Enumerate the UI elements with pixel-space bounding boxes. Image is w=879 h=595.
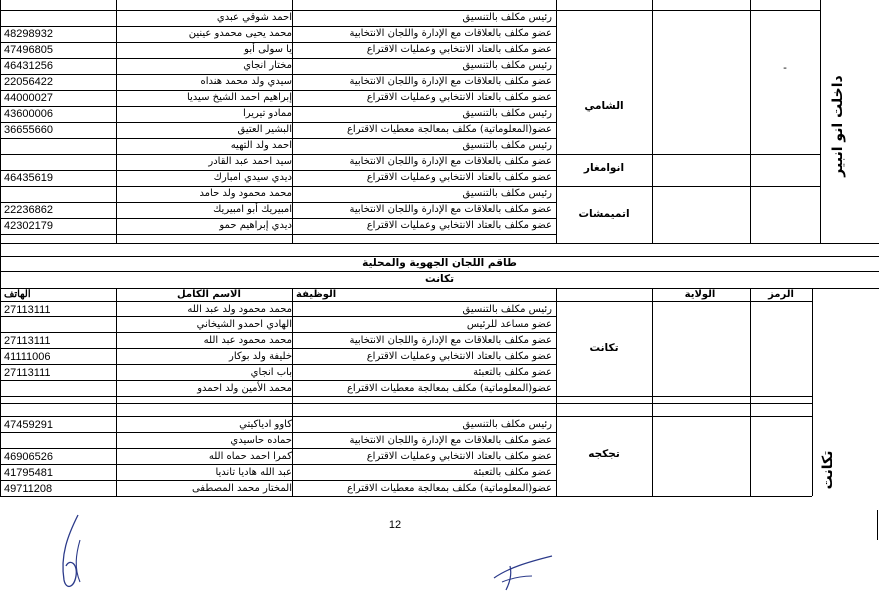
name-cell: ممادو تيريرا bbox=[242, 108, 292, 119]
role-cell: عضو مكلف بالعتاد الانتخابي وعمليات الاقتراع bbox=[366, 351, 552, 362]
phone-cell bbox=[0, 154, 117, 170]
commune-label: اتميمشات bbox=[578, 208, 630, 220]
name-cell: محمد محمود ولد عبد الله bbox=[187, 304, 292, 315]
phone-cell: 36655660 bbox=[4, 124, 53, 136]
banner-title: طاقم اللجان الجهوية والمحلية bbox=[362, 257, 517, 269]
name-cell: يا سولى أبو bbox=[244, 44, 292, 55]
banner-region: تكانت bbox=[424, 273, 455, 285]
name-cell: ديدي سيدي امبارك bbox=[213, 172, 292, 183]
role-cell: رئيس مكلف بالتنسيق bbox=[462, 60, 552, 71]
phone-cell bbox=[0, 381, 117, 397]
role-cell: عضو مكلف بالعتاد الانتخابي وعمليات الاقتراع bbox=[366, 451, 552, 462]
phone-cell: 22056422 bbox=[4, 76, 53, 88]
role-cell: عضو مكلف بالعتاد الانتخابي وعمليات الاقتراع bbox=[366, 92, 552, 103]
header-code: الرمز bbox=[768, 289, 794, 300]
name-cell: محمد محمود ولد حامد bbox=[199, 188, 292, 199]
name-cell: كمرا احمد حماه الله bbox=[208, 451, 292, 462]
phone-cell: 46431256 bbox=[4, 60, 53, 72]
name-cell: احمد ولد التهيه bbox=[230, 140, 292, 151]
phone-cell bbox=[0, 433, 117, 449]
header-wilaya: الولاية bbox=[684, 289, 716, 300]
role-cell: عضو مساعد للرئيس bbox=[466, 319, 552, 330]
name-cell: ديدي إبراهيم حمو bbox=[219, 220, 292, 231]
phone-cell: 49711208 bbox=[4, 483, 53, 495]
role-cell: عضو مكلف بالعلاقات مع الإدارة واللجان الانتخابية bbox=[349, 435, 552, 446]
role-cell: عضو مكلف بالعلاقات مع الإدارة واللجان الانتخابية bbox=[349, 204, 552, 215]
role-cell: عضو مكلف بالعلاقات مع الإدارة واللجان الانتخابية bbox=[349, 76, 552, 87]
commune-label: تكانت bbox=[589, 342, 619, 354]
role-cell: رئيس مكلف بالتنسيق bbox=[462, 108, 552, 119]
phone-cell: 47496805 bbox=[4, 44, 53, 56]
phone-cell: 47459291 bbox=[4, 419, 53, 431]
role-cell: رئيس مكلف بالتنسيق bbox=[462, 419, 552, 430]
phone-cell: 27113111 bbox=[4, 304, 51, 316]
name-cell: امبيريك أبو امبيريك bbox=[213, 204, 292, 215]
name-cell: مختار انجاي bbox=[243, 60, 292, 71]
name-cell: سيدي ولد محمد هنداه bbox=[200, 76, 292, 87]
name-cell: إبراهيم احمد الشيخ سيديا bbox=[186, 92, 292, 103]
role-cell: رئيس مكلف بالتنسيق bbox=[462, 12, 552, 23]
header-role: الوظيفة bbox=[296, 289, 337, 300]
name-cell: عبد الله هاديا تانديا bbox=[215, 467, 292, 478]
role-cell: رئيس مكلف بالتنسيق bbox=[462, 140, 552, 151]
name-cell: سيد احمد عبد القادر bbox=[208, 156, 292, 167]
commune-label: تجكجه bbox=[588, 448, 620, 460]
phone-cell bbox=[0, 138, 117, 154]
role-cell: عضو مكلف بالعتاد الانتخابي وعمليات الاقتراع bbox=[366, 172, 552, 183]
phone-cell bbox=[0, 317, 117, 333]
phone-cell: 41795481 bbox=[4, 467, 53, 479]
phone-cell: 44000027 bbox=[4, 92, 53, 104]
signature-mark bbox=[50, 510, 100, 595]
phone-cell: 43600006 bbox=[4, 108, 53, 120]
role-cell: عضو مكلف بالعتاد الانتخابي وعمليات الاقتراع bbox=[366, 220, 552, 231]
name-cell: محمد محمود عبد الله bbox=[203, 335, 292, 346]
role-cell: عضو(المعلوماتية) مكلف بمعالجة معطيات الاقتراع bbox=[346, 383, 552, 394]
phone-cell: 41111006 bbox=[4, 351, 51, 363]
moughataa-label: داخلت انو انبير bbox=[830, 75, 846, 177]
name-cell: كاوو ادياكيتي bbox=[239, 419, 292, 430]
commune-label: الشامي bbox=[584, 100, 624, 112]
header-name: الاسم الكامل bbox=[177, 289, 241, 300]
role-cell: عضو مكلف بالعتاد الانتخابي وعمليات الاقتراع bbox=[366, 44, 552, 55]
name-cell: البشير العتيق bbox=[237, 124, 292, 135]
commune-label: انوامغار bbox=[583, 162, 625, 174]
role-cell: عضو مكلف بالتعبئة bbox=[473, 367, 552, 378]
role-cell: رئيس مكلف بالتنسيق bbox=[462, 188, 552, 199]
role-cell: عضو(المعلوماتية) مكلف بمعالجة معطيات الاقتراع bbox=[346, 483, 552, 494]
phone-cell: 46906526 bbox=[4, 451, 53, 463]
name-cell: محمد الأمين ولد احمدو bbox=[197, 383, 292, 394]
phone-cell: 27113111 bbox=[4, 367, 51, 379]
phone-cell bbox=[0, 186, 117, 202]
header-phone: الهاتف bbox=[4, 289, 31, 300]
phone-cell: 48298932 bbox=[4, 28, 53, 40]
phone-cell: 42302179 bbox=[4, 220, 53, 232]
phone-cell: 22236862 bbox=[4, 204, 53, 216]
name-cell: حماده حاسيدي bbox=[230, 435, 292, 446]
role-cell: عضو مكلف بالتعبئة bbox=[473, 467, 552, 478]
wilaya-vertical-label: تكانت bbox=[820, 450, 836, 490]
signature-mark bbox=[488, 548, 558, 593]
name-cell: خليفة ولد بوكار bbox=[229, 351, 292, 362]
phone-cell: 27113111 bbox=[4, 335, 51, 347]
role-cell: عضو مكلف بالعلاقات مع الإدارة واللجان الانتخابية bbox=[349, 335, 552, 346]
phone-cell bbox=[0, 10, 117, 26]
role-cell: عضو مكلف بالعلاقات مع الإدارة واللجان الانتخابية bbox=[349, 156, 552, 167]
dash-mark: - bbox=[783, 62, 787, 74]
name-cell: المختار محمد المصطفى bbox=[191, 483, 292, 494]
role-cell: رئيس مكلف بالتنسيق bbox=[462, 304, 552, 315]
name-cell: محمد يحيى محمدو عينين bbox=[188, 28, 292, 39]
name-cell: الهادي احمدو الشيخاني bbox=[196, 319, 292, 330]
phone-cell: 46435619 bbox=[4, 172, 53, 184]
name-cell: احمد شوقي عبدي bbox=[216, 12, 292, 23]
name-cell: باب انجاي bbox=[250, 367, 292, 378]
role-cell: عضو(المعلوماتية) مكلف بمعالجة معطيات الاقتراع bbox=[346, 124, 552, 135]
role-cell: عضو مكلف بالعلاقات مع الإدارة واللجان الانتخابية bbox=[349, 28, 552, 39]
page-number: 12 bbox=[388, 519, 402, 531]
